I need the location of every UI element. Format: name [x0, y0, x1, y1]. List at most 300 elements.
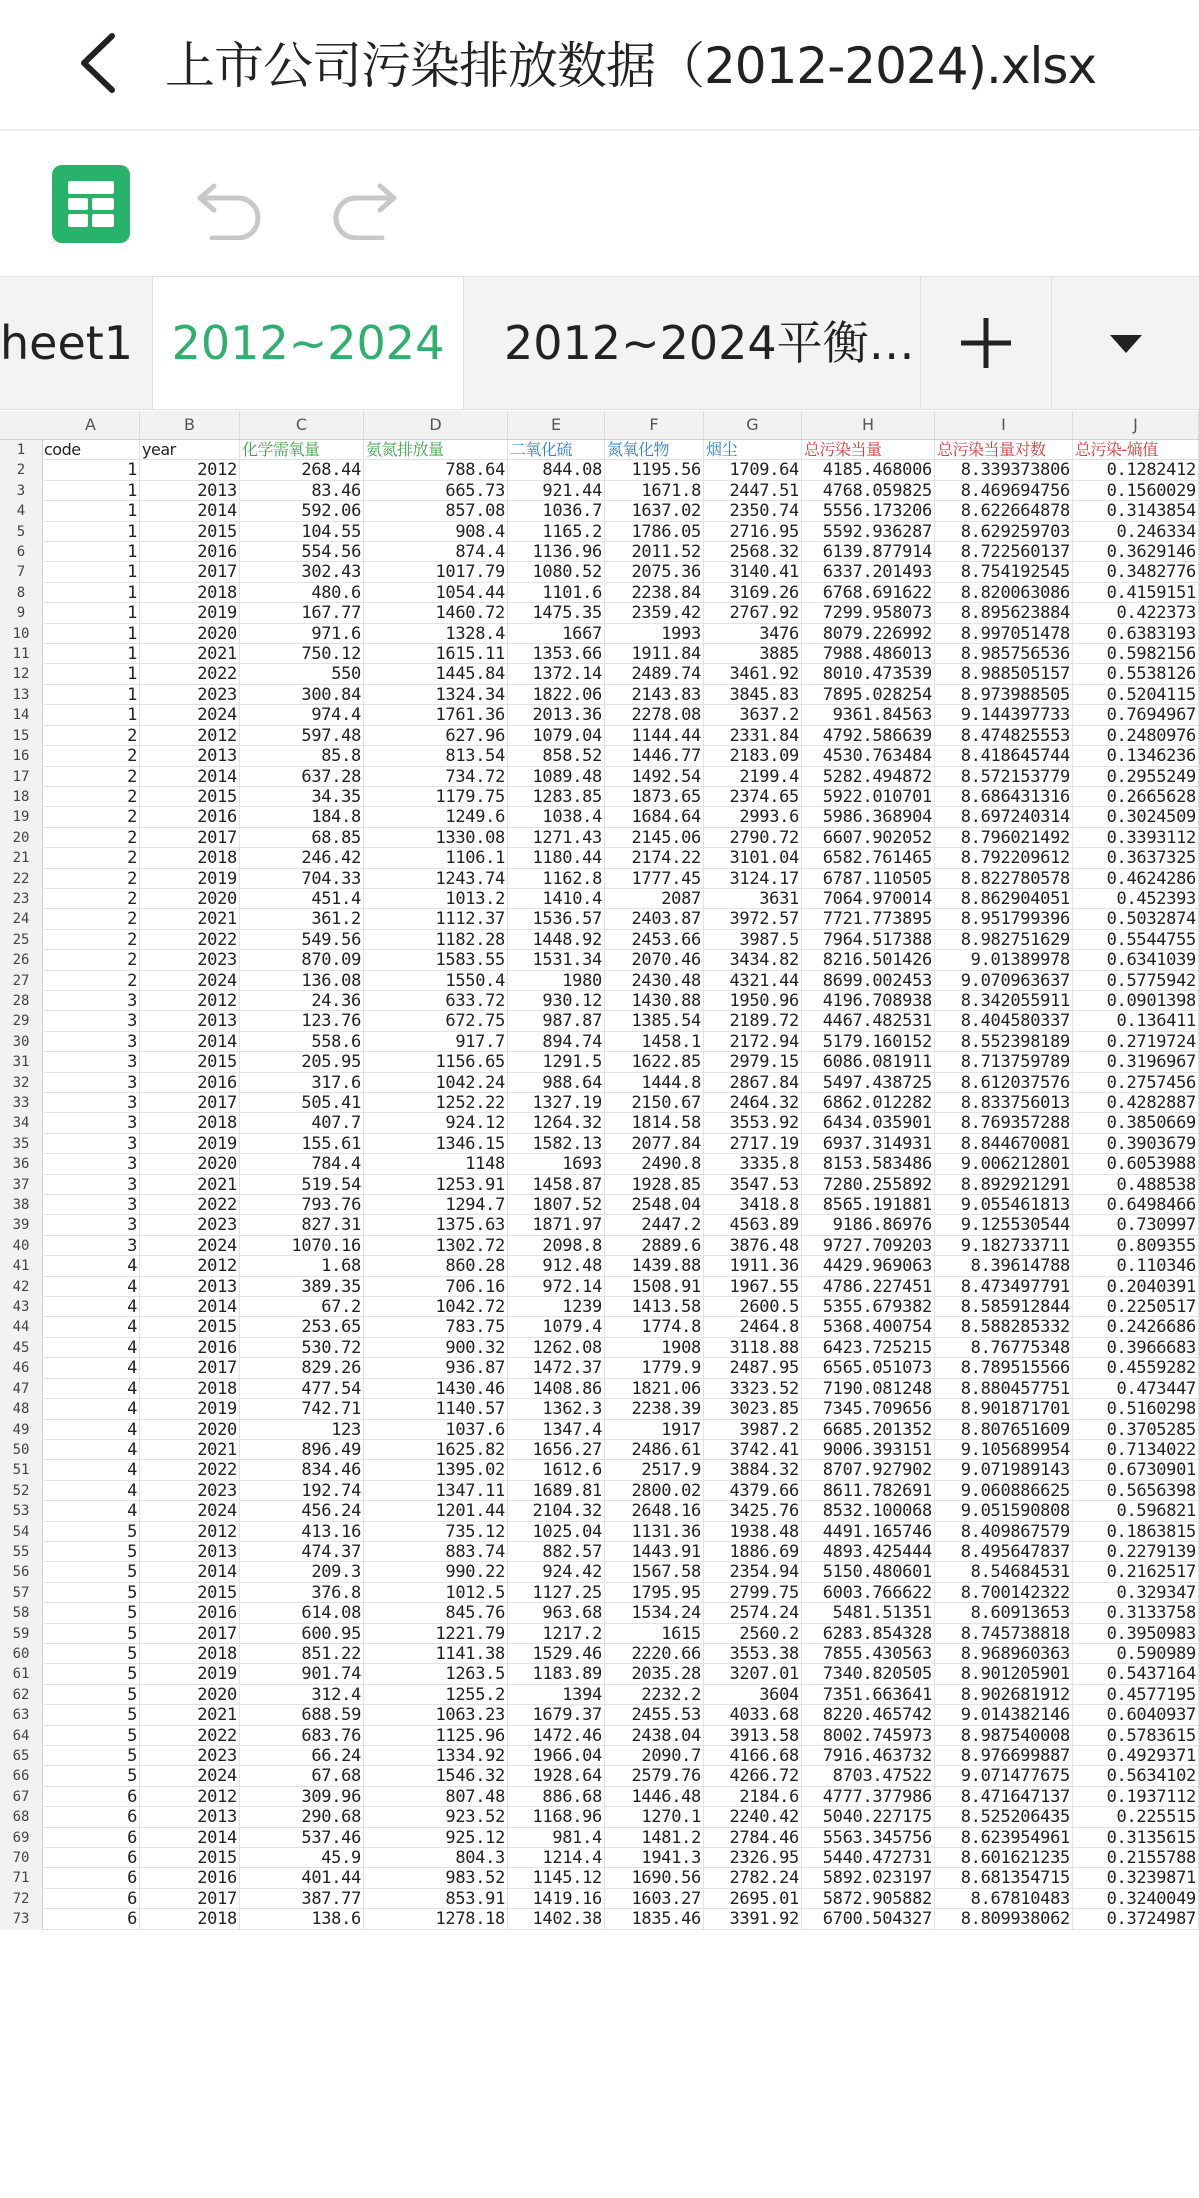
cell[interactable]: 0.596821 — [1073, 1501, 1199, 1521]
cell[interactable]: 2232.2 — [605, 1685, 704, 1705]
cell[interactable]: 1182.28 — [364, 930, 508, 950]
cell[interactable]: 2648.16 — [605, 1501, 704, 1521]
cell[interactable]: 0.225515 — [1073, 1807, 1199, 1827]
tab-sheet1[interactable]: heet1 — [0, 316, 134, 370]
cell[interactable]: 1 — [42, 562, 140, 582]
cell[interactable]: 8.792209612 — [935, 848, 1073, 868]
cell[interactable]: 2174.22 — [605, 848, 704, 868]
cell[interactable]: 9.060886625 — [935, 1481, 1073, 1501]
cell[interactable]: 3 — [42, 1154, 140, 1174]
cell[interactable]: 8.809938062 — [935, 1909, 1073, 1929]
cell[interactable]: 0.6383193 — [1073, 624, 1199, 644]
cell[interactable]: 5355.679382 — [802, 1297, 935, 1317]
cell[interactable]: 1508.91 — [605, 1277, 704, 1297]
row-number[interactable]: 46 — [12, 1360, 30, 1377]
cell[interactable]: 987.87 — [508, 1011, 605, 1031]
cell[interactable]: 4467.482531 — [802, 1011, 935, 1031]
cell[interactable]: 5872.905882 — [802, 1889, 935, 1909]
column-header[interactable]: E — [508, 411, 605, 439]
row-number[interactable]: 72 — [12, 1890, 30, 1907]
cell[interactable]: 1079.04 — [508, 726, 605, 746]
cell[interactable]: 1201.44 — [364, 1501, 508, 1521]
cell[interactable]: 2012 — [140, 726, 240, 746]
cell[interactable]: 9.182733711 — [935, 1236, 1073, 1256]
cell[interactable]: 2019 — [140, 603, 240, 623]
cell[interactable]: 5922.010701 — [802, 787, 935, 807]
cell[interactable]: 3884.32 — [704, 1460, 802, 1480]
cell[interactable]: 7988.486013 — [802, 644, 935, 664]
cell[interactable]: 1042.72 — [364, 1297, 508, 1317]
cell[interactable]: 4379.66 — [704, 1481, 802, 1501]
cell[interactable]: 1786.05 — [605, 522, 704, 542]
cell[interactable]: 1324.34 — [364, 685, 508, 705]
cell[interactable]: 1993 — [605, 624, 704, 644]
cell[interactable]: 2 — [42, 767, 140, 787]
column-header[interactable]: F — [605, 411, 704, 439]
cell[interactable]: 1012.5 — [364, 1583, 508, 1603]
cell[interactable]: 0.2279139 — [1073, 1542, 1199, 1562]
cell[interactable]: 5481.51351 — [802, 1603, 935, 1623]
cell[interactable]: 309.96 — [240, 1787, 364, 1807]
cell[interactable]: 4893.425444 — [802, 1542, 935, 1562]
cell[interactable]: 2020 — [140, 624, 240, 644]
cell[interactable]: 2 — [42, 930, 140, 950]
cell[interactable]: 1 — [42, 624, 140, 644]
header-cell[interactable]: 总污染当量 — [802, 440, 935, 460]
cell[interactable]: 1612.6 — [508, 1460, 605, 1480]
cell[interactable]: 990.22 — [364, 1562, 508, 1582]
row-number[interactable]: 20 — [12, 829, 30, 846]
cell[interactable]: 2019 — [140, 1664, 240, 1684]
cell[interactable]: 882.57 — [508, 1542, 605, 1562]
cell[interactable]: 4196.708938 — [802, 991, 935, 1011]
cell[interactable]: 3 — [42, 1011, 140, 1031]
cell[interactable]: 2018 — [140, 1113, 240, 1133]
cell[interactable]: 2021 — [140, 1705, 240, 1725]
cell[interactable]: 0.2426686 — [1073, 1317, 1199, 1337]
cell[interactable]: 1625.82 — [364, 1440, 508, 1460]
cell[interactable]: 209.3 — [240, 1562, 364, 1582]
cell[interactable]: 1036.7 — [508, 501, 605, 521]
cell[interactable]: 8.409867579 — [935, 1522, 1073, 1542]
row-number[interactable]: 18 — [12, 788, 30, 805]
cell[interactable]: 0.3950983 — [1073, 1624, 1199, 1644]
cell[interactable]: 6787.110505 — [802, 869, 935, 889]
cell[interactable]: 1252.22 — [364, 1093, 508, 1113]
cell[interactable]: 2464.32 — [704, 1093, 802, 1113]
cell[interactable]: 4266.72 — [704, 1766, 802, 1786]
cell[interactable]: 793.76 — [240, 1195, 364, 1215]
cell[interactable]: 2016 — [140, 1868, 240, 1888]
row-number[interactable]: 48 — [12, 1401, 30, 1418]
row-number[interactable]: 13 — [12, 686, 30, 703]
cell[interactable]: 401.44 — [240, 1868, 364, 1888]
cell[interactable]: 85.8 — [240, 746, 364, 766]
cell[interactable]: 4 — [42, 1501, 140, 1521]
cell[interactable]: 2012 — [140, 1787, 240, 1807]
cell[interactable]: 3124.17 — [704, 869, 802, 889]
cell[interactable]: 0.1560029 — [1073, 481, 1199, 501]
cell[interactable]: 0.7134022 — [1073, 1440, 1199, 1460]
cell[interactable]: 2023 — [140, 1481, 240, 1501]
cell[interactable]: 2013 — [140, 481, 240, 501]
cell[interactable]: 2517.9 — [605, 1460, 704, 1480]
cell[interactable]: 1249.6 — [364, 807, 508, 827]
cell[interactable]: 1346.15 — [364, 1134, 508, 1154]
cell[interactable]: 6862.012282 — [802, 1093, 935, 1113]
cell[interactable]: 8.745738818 — [935, 1624, 1073, 1644]
cell[interactable]: 8.471647137 — [935, 1787, 1073, 1807]
cell[interactable]: 2017 — [140, 1624, 240, 1644]
cell[interactable]: 3885 — [704, 644, 802, 664]
cell[interactable]: 7855.430563 — [802, 1644, 935, 1664]
cell[interactable]: 8.697240314 — [935, 807, 1073, 827]
cell[interactable]: 83.46 — [240, 481, 364, 501]
cell[interactable]: 2867.84 — [704, 1073, 802, 1093]
cell[interactable]: 0.5032874 — [1073, 909, 1199, 929]
cell[interactable]: 9.055461813 — [935, 1195, 1073, 1215]
cell[interactable]: 1446.77 — [605, 746, 704, 766]
cell[interactable]: 68.85 — [240, 828, 364, 848]
cell[interactable]: 8.985756536 — [935, 644, 1073, 664]
cell[interactable]: 2 — [42, 787, 140, 807]
cell[interactable]: 0.329347 — [1073, 1583, 1199, 1603]
cell[interactable]: 3553.38 — [704, 1644, 802, 1664]
cell[interactable]: 530.72 — [240, 1338, 364, 1358]
row-number[interactable]: 16 — [12, 748, 30, 765]
cell[interactable]: 9.051590808 — [935, 1501, 1073, 1521]
cell[interactable]: 5497.438725 — [802, 1073, 935, 1093]
cell[interactable]: 2 — [42, 869, 140, 889]
row-number[interactable]: 43 — [12, 1299, 30, 1316]
cell[interactable]: 1283.85 — [508, 787, 605, 807]
cell[interactable]: 870.09 — [240, 950, 364, 970]
cell[interactable]: 900.32 — [364, 1338, 508, 1358]
cell[interactable]: 0.4282887 — [1073, 1093, 1199, 1113]
cell[interactable]: 1291.5 — [508, 1052, 605, 1072]
cell[interactable]: 8.601621235 — [935, 1848, 1073, 1868]
cell[interactable]: 558.6 — [240, 1032, 364, 1052]
cell[interactable]: 8002.745973 — [802, 1726, 935, 1746]
cell[interactable]: 1112.37 — [364, 909, 508, 929]
cell[interactable]: 8220.465742 — [802, 1705, 935, 1725]
cell[interactable]: 136.08 — [240, 971, 364, 991]
cell[interactable]: 1908 — [605, 1338, 704, 1358]
cell[interactable]: 1302.72 — [364, 1236, 508, 1256]
cell[interactable]: 1534.24 — [605, 1603, 704, 1623]
row-number[interactable]: 33 — [12, 1095, 30, 1111]
cell[interactable]: 2024 — [140, 971, 240, 991]
cell[interactable]: 9.105689954 — [935, 1440, 1073, 1460]
cell[interactable]: 1165.2 — [508, 522, 605, 542]
cell[interactable]: 5986.368904 — [802, 807, 935, 827]
cell[interactable]: 8.822780578 — [935, 869, 1073, 889]
cell[interactable]: 6283.854328 — [802, 1624, 935, 1644]
cell[interactable]: 750.12 — [240, 644, 364, 664]
cell[interactable]: 0.2250517 — [1073, 1297, 1199, 1317]
cell[interactable]: 1 — [42, 603, 140, 623]
cell[interactable]: 600.95 — [240, 1624, 364, 1644]
cell[interactable]: 2016 — [140, 1338, 240, 1358]
cell[interactable]: 4 — [42, 1440, 140, 1460]
cell[interactable]: 2331.84 — [704, 726, 802, 746]
cell[interactable]: 1941.3 — [605, 1848, 704, 1868]
cell[interactable]: 5040.227175 — [802, 1807, 935, 1827]
cell[interactable]: 1183.89 — [508, 1664, 605, 1684]
row-number[interactable]: 57 — [12, 1584, 30, 1601]
cell[interactable]: 1622.85 — [605, 1052, 704, 1072]
header-cell[interactable]: 化学需氧量 — [240, 440, 364, 460]
cell[interactable]: 4530.763484 — [802, 746, 935, 766]
cell[interactable]: 813.54 — [364, 746, 508, 766]
cell[interactable]: 8699.002453 — [802, 971, 935, 991]
cell[interactable]: 8079.226992 — [802, 624, 935, 644]
cell[interactable]: 2104.32 — [508, 1501, 605, 1521]
cell[interactable]: 2017 — [140, 1093, 240, 1113]
cell[interactable]: 1144.44 — [605, 726, 704, 746]
cell[interactable]: 734.72 — [364, 767, 508, 787]
cell[interactable]: 8153.583486 — [802, 1154, 935, 1174]
cell[interactable]: 3631 — [704, 889, 802, 909]
cell[interactable]: 5 — [42, 1624, 140, 1644]
row-number[interactable]: 17 — [12, 768, 30, 785]
cell[interactable]: 5282.494872 — [802, 767, 935, 787]
cell[interactable]: 858.52 — [508, 746, 605, 766]
cell[interactable]: 376.8 — [240, 1583, 364, 1603]
cell[interactable]: 2019 — [140, 1399, 240, 1419]
cell[interactable]: 9.071989143 — [935, 1460, 1073, 1480]
cell[interactable]: 1583.55 — [364, 950, 508, 970]
cell[interactable]: 1 — [42, 644, 140, 664]
cell[interactable]: 0.2155788 — [1073, 1848, 1199, 1868]
cell[interactable]: 5 — [42, 1726, 140, 1746]
cell[interactable]: 0.5544755 — [1073, 930, 1199, 950]
cell[interactable]: 1567.58 — [605, 1562, 704, 1582]
cell[interactable]: 8.833756013 — [935, 1093, 1073, 1113]
cell[interactable]: 923.52 — [364, 1807, 508, 1827]
cell[interactable]: 834.46 — [240, 1460, 364, 1480]
tab-2012-2024-balanced[interactable]: 2012~2024平衡… — [504, 316, 915, 370]
cell[interactable]: 3 — [42, 1052, 140, 1072]
row-number[interactable]: 41 — [12, 1258, 30, 1275]
cell[interactable]: 5 — [42, 1583, 140, 1603]
cell[interactable]: 4768.059825 — [802, 481, 935, 501]
cell[interactable]: 4033.68 — [704, 1705, 802, 1725]
cell[interactable]: 1106.1 — [364, 848, 508, 868]
cell[interactable]: 317.6 — [240, 1073, 364, 1093]
cell[interactable]: 24.36 — [240, 991, 364, 1011]
column-header[interactable]: G — [704, 411, 802, 439]
cell[interactable]: 1195.56 — [605, 460, 704, 480]
cell[interactable]: 9186.86976 — [802, 1215, 935, 1235]
cell[interactable]: 1025.04 — [508, 1522, 605, 1542]
cell[interactable]: 0.3143854 — [1073, 501, 1199, 521]
cell[interactable]: 2716.95 — [704, 522, 802, 542]
cell[interactable]: 894.74 — [508, 1032, 605, 1052]
cell[interactable]: 2568.32 — [704, 542, 802, 562]
cell[interactable]: 4 — [42, 1317, 140, 1337]
cell[interactable]: 3118.88 — [704, 1338, 802, 1358]
cell[interactable]: 2015 — [140, 1317, 240, 1337]
cell[interactable]: 6139.877914 — [802, 542, 935, 562]
cell[interactable]: 9.070963637 — [935, 971, 1073, 991]
cell[interactable]: 1038.4 — [508, 807, 605, 827]
cell[interactable]: 1 — [42, 705, 140, 725]
cell[interactable]: 0.2480976 — [1073, 726, 1199, 746]
row-number[interactable]: 28 — [12, 992, 30, 1009]
cell[interactable]: 2021 — [140, 644, 240, 664]
cell[interactable]: 6337.201493 — [802, 562, 935, 582]
row-number[interactable]: 24 — [12, 911, 30, 928]
cell[interactable]: 1253.91 — [364, 1175, 508, 1195]
cell[interactable]: 1873.65 — [605, 787, 704, 807]
cell[interactable]: 0.1863815 — [1073, 1522, 1199, 1542]
cell[interactable]: 8.585912844 — [935, 1297, 1073, 1317]
cell[interactable]: 1079.4 — [508, 1317, 605, 1337]
cell[interactable]: 784.4 — [240, 1154, 364, 1174]
cell[interactable]: 1679.37 — [508, 1705, 605, 1725]
cell[interactable]: 2035.28 — [605, 1664, 704, 1684]
cell[interactable]: 2600.5 — [704, 1297, 802, 1317]
cell[interactable]: 924.12 — [364, 1113, 508, 1133]
cell[interactable]: 2326.95 — [704, 1848, 802, 1868]
cell[interactable]: 6434.035901 — [802, 1113, 935, 1133]
cell[interactable]: 2447.2 — [605, 1215, 704, 1235]
cell[interactable]: 0.110346 — [1073, 1256, 1199, 1276]
row-number[interactable]: 14 — [12, 707, 30, 724]
cell[interactable]: 4491.165746 — [802, 1522, 935, 1542]
cell[interactable]: 8.796021492 — [935, 828, 1073, 848]
cell[interactable]: 0.5982156 — [1073, 644, 1199, 664]
cell[interactable]: 1950.96 — [704, 991, 802, 1011]
cell[interactable]: 0.590989 — [1073, 1644, 1199, 1664]
cell[interactable]: 1689.81 — [508, 1481, 605, 1501]
cell[interactable]: 5 — [42, 1746, 140, 1766]
cell[interactable]: 1140.57 — [364, 1399, 508, 1419]
cell[interactable]: 2022 — [140, 930, 240, 950]
cell[interactable]: 3425.76 — [704, 1501, 802, 1521]
cell[interactable]: 3637.2 — [704, 705, 802, 725]
cell[interactable]: 6582.761465 — [802, 848, 935, 868]
cell[interactable]: 4 — [42, 1420, 140, 1440]
cell[interactable]: 2011.52 — [605, 542, 704, 562]
cell[interactable]: 6003.766622 — [802, 1583, 935, 1603]
cell[interactable]: 8.713759789 — [935, 1052, 1073, 1072]
cell[interactable]: 253.65 — [240, 1317, 364, 1337]
cell[interactable]: 3207.01 — [704, 1664, 802, 1684]
row-number[interactable]: 2 — [16, 462, 26, 479]
cell[interactable]: 1328.4 — [364, 624, 508, 644]
cell[interactable]: 1807.52 — [508, 1195, 605, 1215]
cell[interactable]: 2 — [42, 807, 140, 827]
cell[interactable]: 6086.081911 — [802, 1052, 935, 1072]
cell[interactable]: 5892.023197 — [802, 1868, 935, 1888]
row-number[interactable]: 68 — [12, 1809, 30, 1826]
cell[interactable]: 0.3903679 — [1073, 1134, 1199, 1154]
cell[interactable]: 1430.88 — [605, 991, 704, 1011]
cell[interactable]: 3 — [42, 1175, 140, 1195]
column-header[interactable]: D — [364, 411, 508, 439]
cell[interactable]: 3972.57 — [704, 909, 802, 929]
cell[interactable]: 7340.820505 — [802, 1664, 935, 1684]
cell[interactable]: 4792.586639 — [802, 726, 935, 746]
cell[interactable]: 0.5437164 — [1073, 1664, 1199, 1684]
cell[interactable]: 804.3 — [364, 1848, 508, 1868]
cell[interactable]: 0.452393 — [1073, 889, 1199, 909]
cell[interactable]: 2374.65 — [704, 787, 802, 807]
row-number[interactable]: 53 — [12, 1503, 30, 1520]
cell[interactable]: 9727.709203 — [802, 1236, 935, 1256]
cell[interactable]: 3101.04 — [704, 848, 802, 868]
row-number[interactable]: 31 — [12, 1054, 30, 1071]
sheet-menu-button[interactable] — [1051, 277, 1199, 409]
cell[interactable]: 5 — [42, 1542, 140, 1562]
cell[interactable]: 1795.95 — [605, 1583, 704, 1603]
cell[interactable]: 8.60913653 — [935, 1603, 1073, 1623]
cell[interactable]: 788.64 — [364, 460, 508, 480]
cell[interactable]: 1458.1 — [605, 1032, 704, 1052]
row-number[interactable]: 38 — [12, 1197, 30, 1214]
cell[interactable]: 0.6730901 — [1073, 1460, 1199, 1480]
cell[interactable]: 2019 — [140, 1134, 240, 1154]
header-cell[interactable]: year — [140, 440, 240, 460]
cell[interactable]: 9.071477675 — [935, 1766, 1073, 1786]
cell[interactable]: 8010.473539 — [802, 664, 935, 684]
cell[interactable]: 0.3482776 — [1073, 562, 1199, 582]
spreadsheet[interactable] — [0, 408, 1199, 2198]
cell[interactable]: 1536.57 — [508, 909, 605, 929]
cell[interactable]: 988.64 — [508, 1073, 605, 1093]
cell[interactable]: 8.880457751 — [935, 1379, 1073, 1399]
cell[interactable]: 1966.04 — [508, 1746, 605, 1766]
cell[interactable]: 4 — [42, 1460, 140, 1480]
cell[interactable]: 912.48 — [508, 1256, 605, 1276]
header-cell[interactable]: 氨氮排放量 — [364, 440, 508, 460]
cell[interactable]: 5563.345756 — [802, 1828, 935, 1848]
row-number[interactable]: 56 — [12, 1564, 30, 1581]
cell[interactable]: 1615 — [605, 1624, 704, 1644]
cell[interactable]: 4 — [42, 1399, 140, 1419]
cell[interactable]: 1 — [42, 685, 140, 705]
row-number[interactable]: 44 — [12, 1319, 30, 1336]
cell[interactable]: 1481.2 — [605, 1828, 704, 1848]
cell[interactable]: 2018 — [140, 1644, 240, 1664]
cell[interactable]: 8.623954961 — [935, 1828, 1073, 1848]
cell[interactable]: 974.4 — [240, 705, 364, 725]
cell[interactable]: 2016 — [140, 1073, 240, 1093]
cell[interactable]: 2350.74 — [704, 501, 802, 521]
cell[interactable]: 7299.958073 — [802, 603, 935, 623]
cell[interactable]: 0.3629146 — [1073, 542, 1199, 562]
cell[interactable]: 1911.84 — [605, 644, 704, 664]
cell[interactable]: 2 — [42, 726, 140, 746]
cell[interactable]: 8.588285332 — [935, 1317, 1073, 1337]
cell[interactable]: 2024 — [140, 1236, 240, 1256]
cell[interactable]: 312.4 — [240, 1685, 364, 1705]
cell[interactable]: 2183.09 — [704, 746, 802, 766]
cell[interactable]: 2098.8 — [508, 1236, 605, 1256]
cell[interactable]: 477.54 — [240, 1379, 364, 1399]
cell[interactable]: 9.144397733 — [935, 705, 1073, 725]
cell[interactable]: 3 — [42, 1134, 140, 1154]
cell[interactable]: 0.6498466 — [1073, 1195, 1199, 1215]
cell[interactable]: 1375.63 — [364, 1215, 508, 1235]
cell[interactable]: 474.37 — [240, 1542, 364, 1562]
cell[interactable]: 845.76 — [364, 1603, 508, 1623]
cell[interactable]: 2150.67 — [605, 1093, 704, 1113]
cell[interactable]: 2024 — [140, 705, 240, 725]
cell[interactable]: 8.469694756 — [935, 481, 1073, 501]
